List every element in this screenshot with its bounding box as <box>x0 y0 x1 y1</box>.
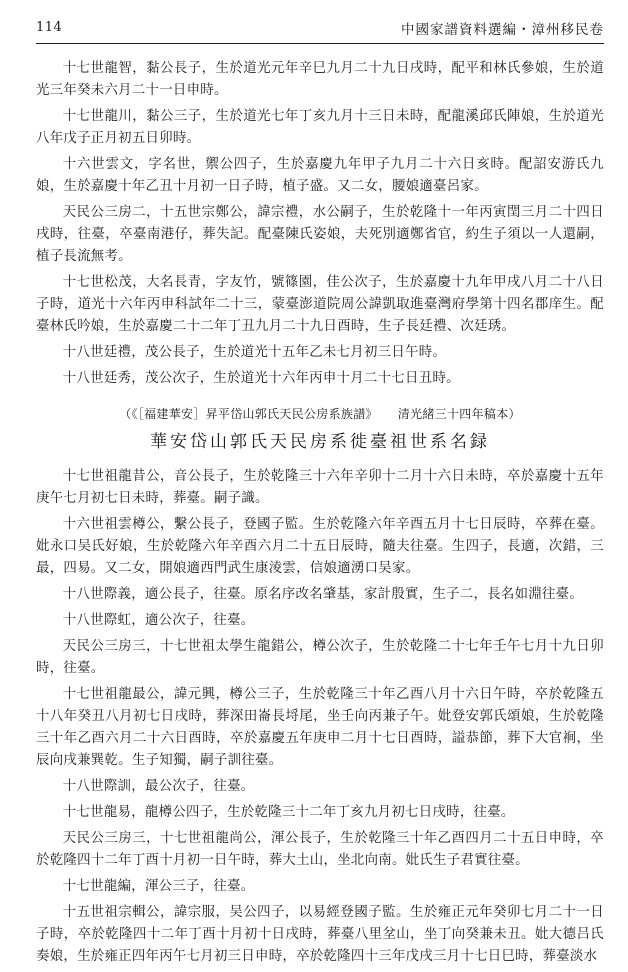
genealogy-entry: 十七世松茂，大名長青，字友竹，號篠園，佳公次子，生於嘉慶十九年甲戌八月二十八日子時，道光十六年丙申科試年二十三，蒙臺澎道院周公諱凱取進臺灣府學第十四名郡庠生。配臺林氏吟娘，生於嘉慶二十二年丁丑九月二十九日酉時，生子長廷禮、次廷琇。 <box>36 275 604 334</box>
genealogy-entry: 十八世際訓，最公次子，往臺。 <box>62 779 255 794</box>
genealogy-entry: 十七世龍川，黏公三子，生於道光七年丁亥九月十三日未時，配龍溪邱氏陣娘，生於道光八年戊子正月初五日卯時。 <box>36 109 604 146</box>
genealogy-entry: 十七世祖龍最公，諱元興，樽公三子，生於乾隆三十年乙酉八月十六日午時，卒於乾隆五十八年癸丑八月初七日戌時，葬深田崙長埒尾，坐壬向丙兼子午。妣登安郭氏頌娘，生於乾隆三十年乙酉六月二十六日酉時，卒於嘉慶五年庚申二月十七日酉時，謚恭節，葬下大官裥，坐辰向戌兼巽乾。生子知獨，嗣子訓往臺。 <box>36 687 604 768</box>
page-number: 114 <box>36 20 63 35</box>
genealogy-entry: 十八世廷禮，茂公長子，生於道光十五年乙未七月初三日午時。 <box>62 345 447 360</box>
page-header <box>0 0 628 46</box>
source-note: 清光緒三十四年稿本） <box>397 407 521 421</box>
genealogy-entry: 十七世龍編，渾公三子，往臺。 <box>62 879 255 894</box>
section-title: 華安岱山郭氏天民房系徙臺祖世系名録 <box>150 432 490 452</box>
header-divider <box>36 43 604 44</box>
source-caption <box>36 404 604 424</box>
genealogy-entry: 十七世祖龍昔公，音公長子，生於乾隆三十六年辛卯十二月十六日未時，卒於嘉慶十五年庚午七月初七日未時，葬臺。嗣子識。 <box>36 469 604 506</box>
genealogy-entry: 十八世廷秀，茂公次子，生於道光十六年丙申十月二十七日丑時。 <box>62 371 460 386</box>
source-title: （《［福建華安］昇平岱山郭氏天民公房系族譜》 <box>119 407 378 421</box>
genealogy-entry: 十五世祖宗輯公，諱宗服，吴公四子，以易經登國子監。生於雍正元年癸卯七月二十一日子時，卒於乾隆四十二年丁酉十月初十日戌時，葬臺八里坌山，坐丁向癸兼未丑。妣大德吕氏奏娘，生於雍正四年丙午七月初三日申時，卒於乾隆四十三年戊戌三月十七日巳時，葬臺淡水 <box>36 905 604 964</box>
running-title: 中國家譜資料選編・漳州移民卷 <box>401 22 604 38</box>
genealogy-entry: 天民公三房三，十七世祖太學生龍錯公，樽公次子，生於乾隆二十七年壬午七月十九日卯時，往臺。 <box>36 639 604 676</box>
genealogy-entry: 十六世雲文，字名世，禦公四子，生於嘉慶九年甲子九月二十六日亥時。配詔安游氏九娘，生於嘉慶十年乙丑十月初一日子時，植子盛。又二女，腰娘適臺呂家。 <box>36 157 604 194</box>
page-body <box>36 58 604 972</box>
genealogy-entry: 十七世龍智，黏公長子，生於道光元年辛巳九月二十九日戌時，配平和林氏參娘，生於道光三年癸未六月二十一日申時。 <box>36 61 604 98</box>
genealogy-entry: 十八世際虹，適公次子，往臺。 <box>62 613 255 628</box>
genealogy-entry: 十六世祖雲樽公，繫公長子，登國子監。生於乾隆六年辛酉五月十七日辰時，卒葬在臺。妣永口吴氏好娘，生於乾隆六年辛酉六月二十五日辰時，隨夫往臺。生四子，長適，次錯，三最，四易。又二女，開娘適西門武生康淩雲，信娘適湧口吴家。 <box>36 517 604 576</box>
genealogy-entry: 十八世際義，適公長子，往臺。原名序改名肇基，家計殷實，生子二，長名如淵往臺。 <box>62 587 584 602</box>
genealogy-entry: 十七世龍易，龍樽公四子，生於乾隆三十二年丁亥九月初七日戌時，往臺。 <box>62 805 515 820</box>
genealogy-entry: 天民公三房二，十五世宗鄭公，諱宗禮，水公嗣子，生於乾隆十一年丙寅閏三月二十四日戌時，往臺，卒臺南港仔，葬失記。配臺陳氏姿娘，夫死別適鄭省官，約生子須以一人還嗣，植子長流無考。 <box>36 205 604 264</box>
genealogy-entry: 天民公三房三，十七世祖龍尚公，渾公長子，生於乾隆三十年乙酉四月二十五日申時，卒於乾隆四十二年丁酉十月初一日午時，葬大土山，坐北向南。妣氏生子君實往臺。 <box>36 831 604 868</box>
